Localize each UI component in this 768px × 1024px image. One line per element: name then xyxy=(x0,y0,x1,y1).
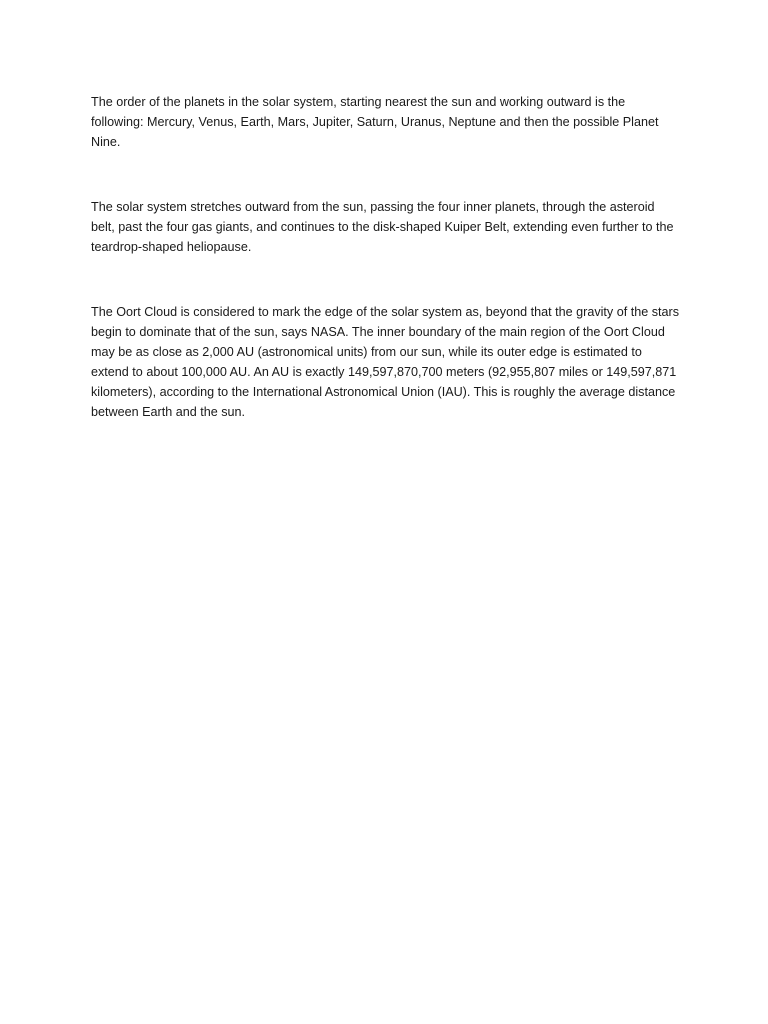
document-body xyxy=(91,92,681,422)
paragraph-planet-order: The order of the planets in the solar system, starting nearest the sun and working outward is the following: Mercury, Venus, Earth, Mars, Jupiter, Saturn, Uranus, Neptune and then the possible Planet Nine. xyxy=(91,95,659,149)
paragraph-solar-system-extent: The solar system stretches outward from the sun, passing the four inner planets, through the asteroid belt, past the four gas giants, and continues to the disk-shaped Kuiper Belt, extending even further to the teardrop-shaped heliopause. xyxy=(91,200,674,254)
paragraph-oort-cloud: The Oort Cloud is considered to mark the edge of the solar system as, beyond that the gravity of the stars begin to dominate that of the sun, says NASA. The inner boundary of the main region of the Oort Cloud may be as close as 2,000 AU (astronomical units) from our sun, while its outer edge is estimated to extend to about 100,000 AU. An AU is exactly 149,597,870,700 meters (92,955,807 miles or 149,597,871 kilometers), according to the International Astronomical Union (IAU). This is roughly the average distance between Earth and the sun. xyxy=(91,305,680,419)
